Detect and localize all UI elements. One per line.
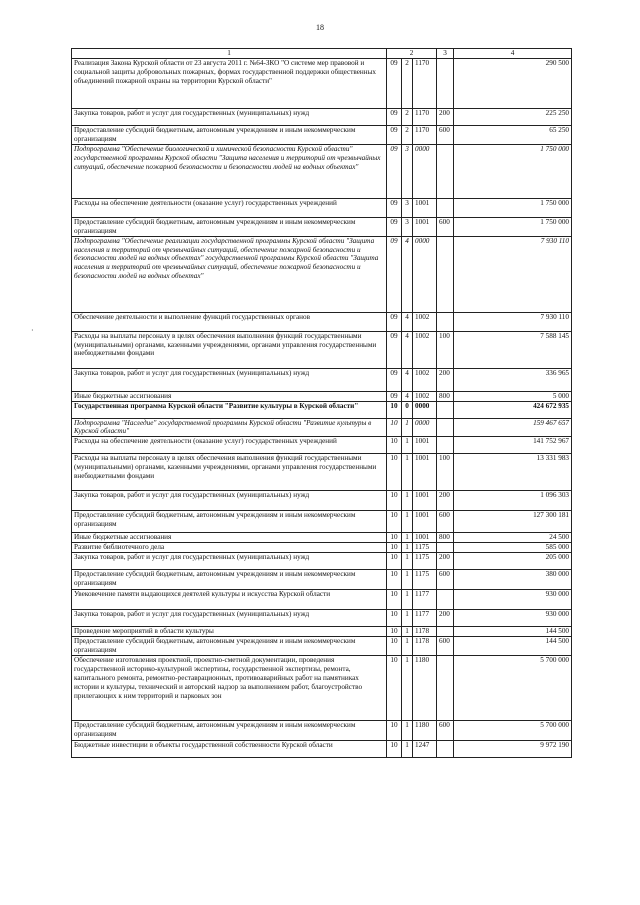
row-code-3: 1001	[413, 217, 437, 236]
row-name: Предоставление субсидий бюджетным, автономным учреждениям и иным некоммерческим организациям	[72, 637, 387, 656]
row-code-2: 1	[402, 590, 413, 610]
row-code-4: 600	[437, 217, 454, 236]
table-row	[72, 533, 572, 543]
row-name: Расходы на обеспечение деятельности (оказание услуг) государственных учреждений	[72, 437, 387, 454]
row-code-2: 2	[402, 126, 413, 145]
table-row	[72, 543, 572, 553]
table-row	[72, 391, 572, 401]
row-code-2: 1	[402, 533, 413, 543]
row-amount: 144 500	[454, 627, 572, 637]
row-code-2: 4	[402, 312, 413, 331]
header-col-2: 2	[387, 49, 437, 59]
table-row	[72, 627, 572, 637]
row-code-3: 1247	[413, 740, 437, 757]
row-code-3: 1180	[413, 720, 437, 740]
row-code-3: 1001	[413, 454, 437, 491]
row-code-2: 1	[402, 637, 413, 656]
row-code-4: 600	[437, 126, 454, 145]
row-code-4	[437, 590, 454, 610]
row-code-4	[437, 740, 454, 757]
row-code-1: 10	[387, 491, 402, 511]
row-code-2: 1	[402, 553, 413, 570]
row-amount: 380 000	[454, 570, 572, 590]
row-code-3: 0000	[413, 401, 437, 418]
row-code-1: 10	[387, 637, 402, 656]
row-code-4	[437, 144, 454, 198]
row-name: Расходы на выплаты персоналу в целях обеспечения выполнения функций государственными (муниципальными) органами, казенными учреждениями, органами управления государственными внебюджетными фондами	[72, 454, 387, 491]
row-amount: 585 000	[454, 543, 572, 553]
row-amount: 930 000	[454, 590, 572, 610]
row-amount: 424 672 935	[454, 401, 572, 418]
row-code-1: 09	[387, 331, 402, 368]
row-code-1: 10	[387, 533, 402, 543]
row-code-4	[437, 312, 454, 331]
row-name: Подпрограмма "Наследие" государственной программы Курской области "Развитие культуры в Курской области"	[72, 418, 387, 437]
row-code-1: 10	[387, 511, 402, 533]
row-code-3: 1001	[413, 437, 437, 454]
row-code-1: 10	[387, 720, 402, 740]
table-row	[72, 312, 572, 331]
row-name: Развитие библиотечного дела	[72, 543, 387, 553]
row-code-4: 100	[437, 454, 454, 491]
row-code-3: 1175	[413, 570, 437, 590]
table-header-row	[72, 49, 572, 59]
row-code-1: 10	[387, 590, 402, 610]
row-amount: 5 700 000	[454, 655, 572, 720]
row-amount: 159 467 657	[454, 418, 572, 437]
row-code-3: 1178	[413, 627, 437, 637]
row-amount: 1 750 000	[454, 198, 572, 217]
row-code-4	[437, 236, 454, 312]
row-amount: 141 752 967	[454, 437, 572, 454]
row-amount: 65 250	[454, 126, 572, 145]
table-row	[72, 511, 572, 533]
row-code-1: 10	[387, 610, 402, 627]
row-name: Проведение мероприятий в области культуры	[72, 627, 387, 637]
table-row	[72, 126, 572, 145]
row-name: Подпрограмма "Обеспечение биологической и химической безопасности Курской области" государственной программы Курской области "Защита населения и территорий от чрезвычайных ситуаций, обеспечение пожарной безопасности и безопасности людей на водных объектах"	[72, 144, 387, 198]
row-name: Обеспечение деятельности и выполнение функций государственных органов	[72, 312, 387, 331]
row-code-3: 1002	[413, 331, 437, 368]
row-name: Закупка товаров, работ и услуг для государственных (муниципальных) нужд	[72, 368, 387, 391]
table-row	[72, 590, 572, 610]
row-code-3: 1175	[413, 553, 437, 570]
row-name: Закупка товаров, работ и услуг для государственных (муниципальных) нужд	[72, 553, 387, 570]
table-row	[72, 740, 572, 757]
row-code-2: 1	[402, 511, 413, 533]
row-amount: 5 000	[454, 391, 572, 401]
row-name: Предоставление субсидий бюджетным, автономным учреждениям и иным некоммерческим организациям	[72, 570, 387, 590]
row-code-2: 3	[402, 144, 413, 198]
row-code-1: 09	[387, 368, 402, 391]
table-row	[72, 59, 572, 109]
row-code-2: 4	[402, 236, 413, 312]
row-amount: 144 500	[454, 637, 572, 656]
row-name: Закупка товаров, работ и услуг для государственных (муниципальных) нужд	[72, 610, 387, 627]
table-row	[72, 454, 572, 491]
row-code-3: 1175	[413, 543, 437, 553]
row-code-1: 09	[387, 217, 402, 236]
row-amount: 7 930 110	[454, 236, 572, 312]
row-code-4: 200	[437, 109, 454, 126]
row-code-4	[437, 627, 454, 637]
row-code-3: 1170	[413, 59, 437, 109]
row-name: Закупка товаров, работ и услуг для государственных (муниципальных) нужд	[72, 109, 387, 126]
row-code-4	[437, 437, 454, 454]
row-code-2: 4	[402, 331, 413, 368]
row-name: Бюджетные инвестиции в объекты государственной собственности Курской области	[72, 740, 387, 757]
page-number: 18	[316, 23, 324, 32]
row-code-2: 1	[402, 418, 413, 437]
row-code-4: 800	[437, 391, 454, 401]
row-code-3: 0000	[413, 418, 437, 437]
row-code-1: 09	[387, 144, 402, 198]
row-name: Расходы на обеспечение деятельности (оказание услуг) государственных учреждений	[72, 198, 387, 217]
row-code-2: 4	[402, 391, 413, 401]
row-code-2: 0	[402, 401, 413, 418]
row-code-1: 10	[387, 627, 402, 637]
row-amount: 13 331 983	[454, 454, 572, 491]
row-code-1: 10	[387, 570, 402, 590]
row-code-4	[437, 401, 454, 418]
header-col-1: 1	[72, 49, 387, 59]
row-code-2: 3	[402, 198, 413, 217]
row-code-2: 1	[402, 543, 413, 553]
row-amount: 127 300 181	[454, 511, 572, 533]
row-name: Иные бюджетные ассигнования	[72, 391, 387, 401]
row-code-1: 10	[387, 401, 402, 418]
row-name: Иные бюджетные ассигнования	[72, 533, 387, 543]
row-code-3: 1002	[413, 391, 437, 401]
header-col-4: 4	[454, 49, 572, 59]
row-amount: 9 972 190	[454, 740, 572, 757]
row-amount: 225 250	[454, 109, 572, 126]
row-code-1: 09	[387, 236, 402, 312]
row-code-4: 600	[437, 637, 454, 656]
row-amount: 7 588 145	[454, 331, 572, 368]
row-code-4	[437, 418, 454, 437]
row-code-2: 1	[402, 655, 413, 720]
row-code-3: 1170	[413, 109, 437, 126]
row-code-2: 1	[402, 740, 413, 757]
budget-table	[71, 48, 572, 758]
row-code-3: 1170	[413, 126, 437, 145]
row-name: Реализация Закона Курской области от 23 августа 2011 г. №64-ЗКО "О системе мер правовой и социальной защиты добровольных пожарных, формах государственной поддержки общественных объединений пожарной охраны на территории Курской области"	[72, 59, 387, 109]
row-name: Предоставление субсидий бюджетным, автономным учреждениям и иным некоммерческим организациям	[72, 217, 387, 236]
row-name: Подпрограмма "Обеспечение реализации государственной программы Курской области "Защита населения и территорий от чрезвычайных ситуаций, обеспечение пожарной безопасности и безопасности людей на водных объектах" государственной программы Курской области "Защита населения и территорий от чрезвычайных ситуаций, обеспечение пожарной безопасности и безопасности людей на водных объектах"	[72, 236, 387, 312]
table-row	[72, 570, 572, 590]
table-body	[72, 59, 572, 758]
table-row	[72, 720, 572, 740]
table-row	[72, 553, 572, 570]
row-code-1: 09	[387, 391, 402, 401]
row-code-1: 10	[387, 543, 402, 553]
row-amount: 1 750 000	[454, 217, 572, 236]
row-amount: 7 930 110	[454, 312, 572, 331]
row-code-3: 0000	[413, 236, 437, 312]
table-row	[72, 437, 572, 454]
table-row	[72, 491, 572, 511]
row-code-4: 800	[437, 533, 454, 543]
row-code-4	[437, 198, 454, 217]
row-code-2: 2	[402, 109, 413, 126]
row-code-2: 1	[402, 570, 413, 590]
table-row	[72, 109, 572, 126]
table-row	[72, 331, 572, 368]
row-code-1: 09	[387, 312, 402, 331]
row-code-2: 2	[402, 59, 413, 109]
row-code-4	[437, 655, 454, 720]
row-code-3: 1178	[413, 637, 437, 656]
row-code-2: 4	[402, 368, 413, 391]
row-amount: 336 965	[454, 368, 572, 391]
table-row	[72, 610, 572, 627]
row-code-4: 600	[437, 570, 454, 590]
row-code-3: 1002	[413, 312, 437, 331]
row-code-1: 09	[387, 59, 402, 109]
row-code-4: 200	[437, 553, 454, 570]
table-row	[72, 144, 572, 198]
row-code-1: 10	[387, 437, 402, 454]
row-code-2: 1	[402, 720, 413, 740]
row-code-2: 1	[402, 491, 413, 511]
table-row	[72, 655, 572, 720]
table-row	[72, 418, 572, 437]
row-name: Обеспечение изготовления проектной, проектно-сметной документации, проведения государственной историко-культурной экспертизы, государственной экспертизы, ремонта, капитального ремонта, ремонтно-реставрационных, противоаварийных работ на памятниках истории и культуры, технический и авторский надзор за выполнением работ, благоустройство прилегающих к ним территорий и парковых зон	[72, 655, 387, 720]
row-code-1: 09	[387, 198, 402, 217]
row-code-4	[437, 59, 454, 109]
row-name: Расходы на выплаты персоналу в целях обеспечения выполнения функций государственными (муниципальными) органами, казенными учреждениями, органами управления государственными внебюджетными фондами	[72, 331, 387, 368]
row-code-3: 1001	[413, 511, 437, 533]
row-amount: 24 500	[454, 533, 572, 543]
table-row	[72, 368, 572, 391]
row-code-2: 1	[402, 627, 413, 637]
row-code-1: 10	[387, 454, 402, 491]
row-code-3: 1177	[413, 590, 437, 610]
row-code-2: 3	[402, 217, 413, 236]
table-row	[72, 401, 572, 418]
row-code-2: 1	[402, 454, 413, 491]
row-code-3: 1180	[413, 655, 437, 720]
row-code-3: 1002	[413, 368, 437, 391]
row-code-3: 1001	[413, 491, 437, 511]
row-code-4: 200	[437, 610, 454, 627]
row-amount: 1 096 303	[454, 491, 572, 511]
row-code-1: 10	[387, 740, 402, 757]
table-row	[72, 637, 572, 656]
row-code-1: 10	[387, 553, 402, 570]
row-code-1: 10	[387, 418, 402, 437]
row-code-3: 1177	[413, 610, 437, 627]
row-name: Предоставление субсидий бюджетным, автономным учреждениям и иным некоммерческим организациям	[72, 126, 387, 145]
row-name: Государственная программа Курской области "Развитие культуры в Курской области"	[72, 401, 387, 418]
row-code-4: 600	[437, 720, 454, 740]
row-amount: 205 000	[454, 553, 572, 570]
row-code-3: 1001	[413, 533, 437, 543]
row-code-4	[437, 543, 454, 553]
row-code-2: 1	[402, 610, 413, 627]
row-code-4: 600	[437, 511, 454, 533]
row-code-3: 1001	[413, 198, 437, 217]
row-code-1: 09	[387, 109, 402, 126]
row-amount: 930 000	[454, 610, 572, 627]
row-code-1: 09	[387, 126, 402, 145]
row-amount: 1 750 000	[454, 144, 572, 198]
row-amount: 290 500	[454, 59, 572, 109]
row-code-2: 1	[402, 437, 413, 454]
table-row	[72, 217, 572, 236]
row-name: Предоставление субсидий бюджетным, автономным учреждениям и иным некоммерческим организациям	[72, 720, 387, 740]
header-col-3: 3	[437, 49, 454, 59]
row-code-4: 200	[437, 368, 454, 391]
row-code-3: 0000	[413, 144, 437, 198]
table-row	[72, 236, 572, 312]
row-name: Предоставление субсидий бюджетным, автономным учреждениям и иным некоммерческим организациям	[72, 511, 387, 533]
row-name: Закупка товаров, работ и услуг для государственных (муниципальных) нужд	[72, 491, 387, 511]
row-name: Увековечение памяти выдающихся деятелей культуры и искусства Курской области	[72, 590, 387, 610]
row-code-4: 200	[437, 491, 454, 511]
row-amount: 5 700 000	[454, 720, 572, 740]
row-code-1: 10	[387, 655, 402, 720]
table-row	[72, 198, 572, 217]
margin-mark: ·	[31, 326, 34, 335]
row-code-4: 100	[437, 331, 454, 368]
